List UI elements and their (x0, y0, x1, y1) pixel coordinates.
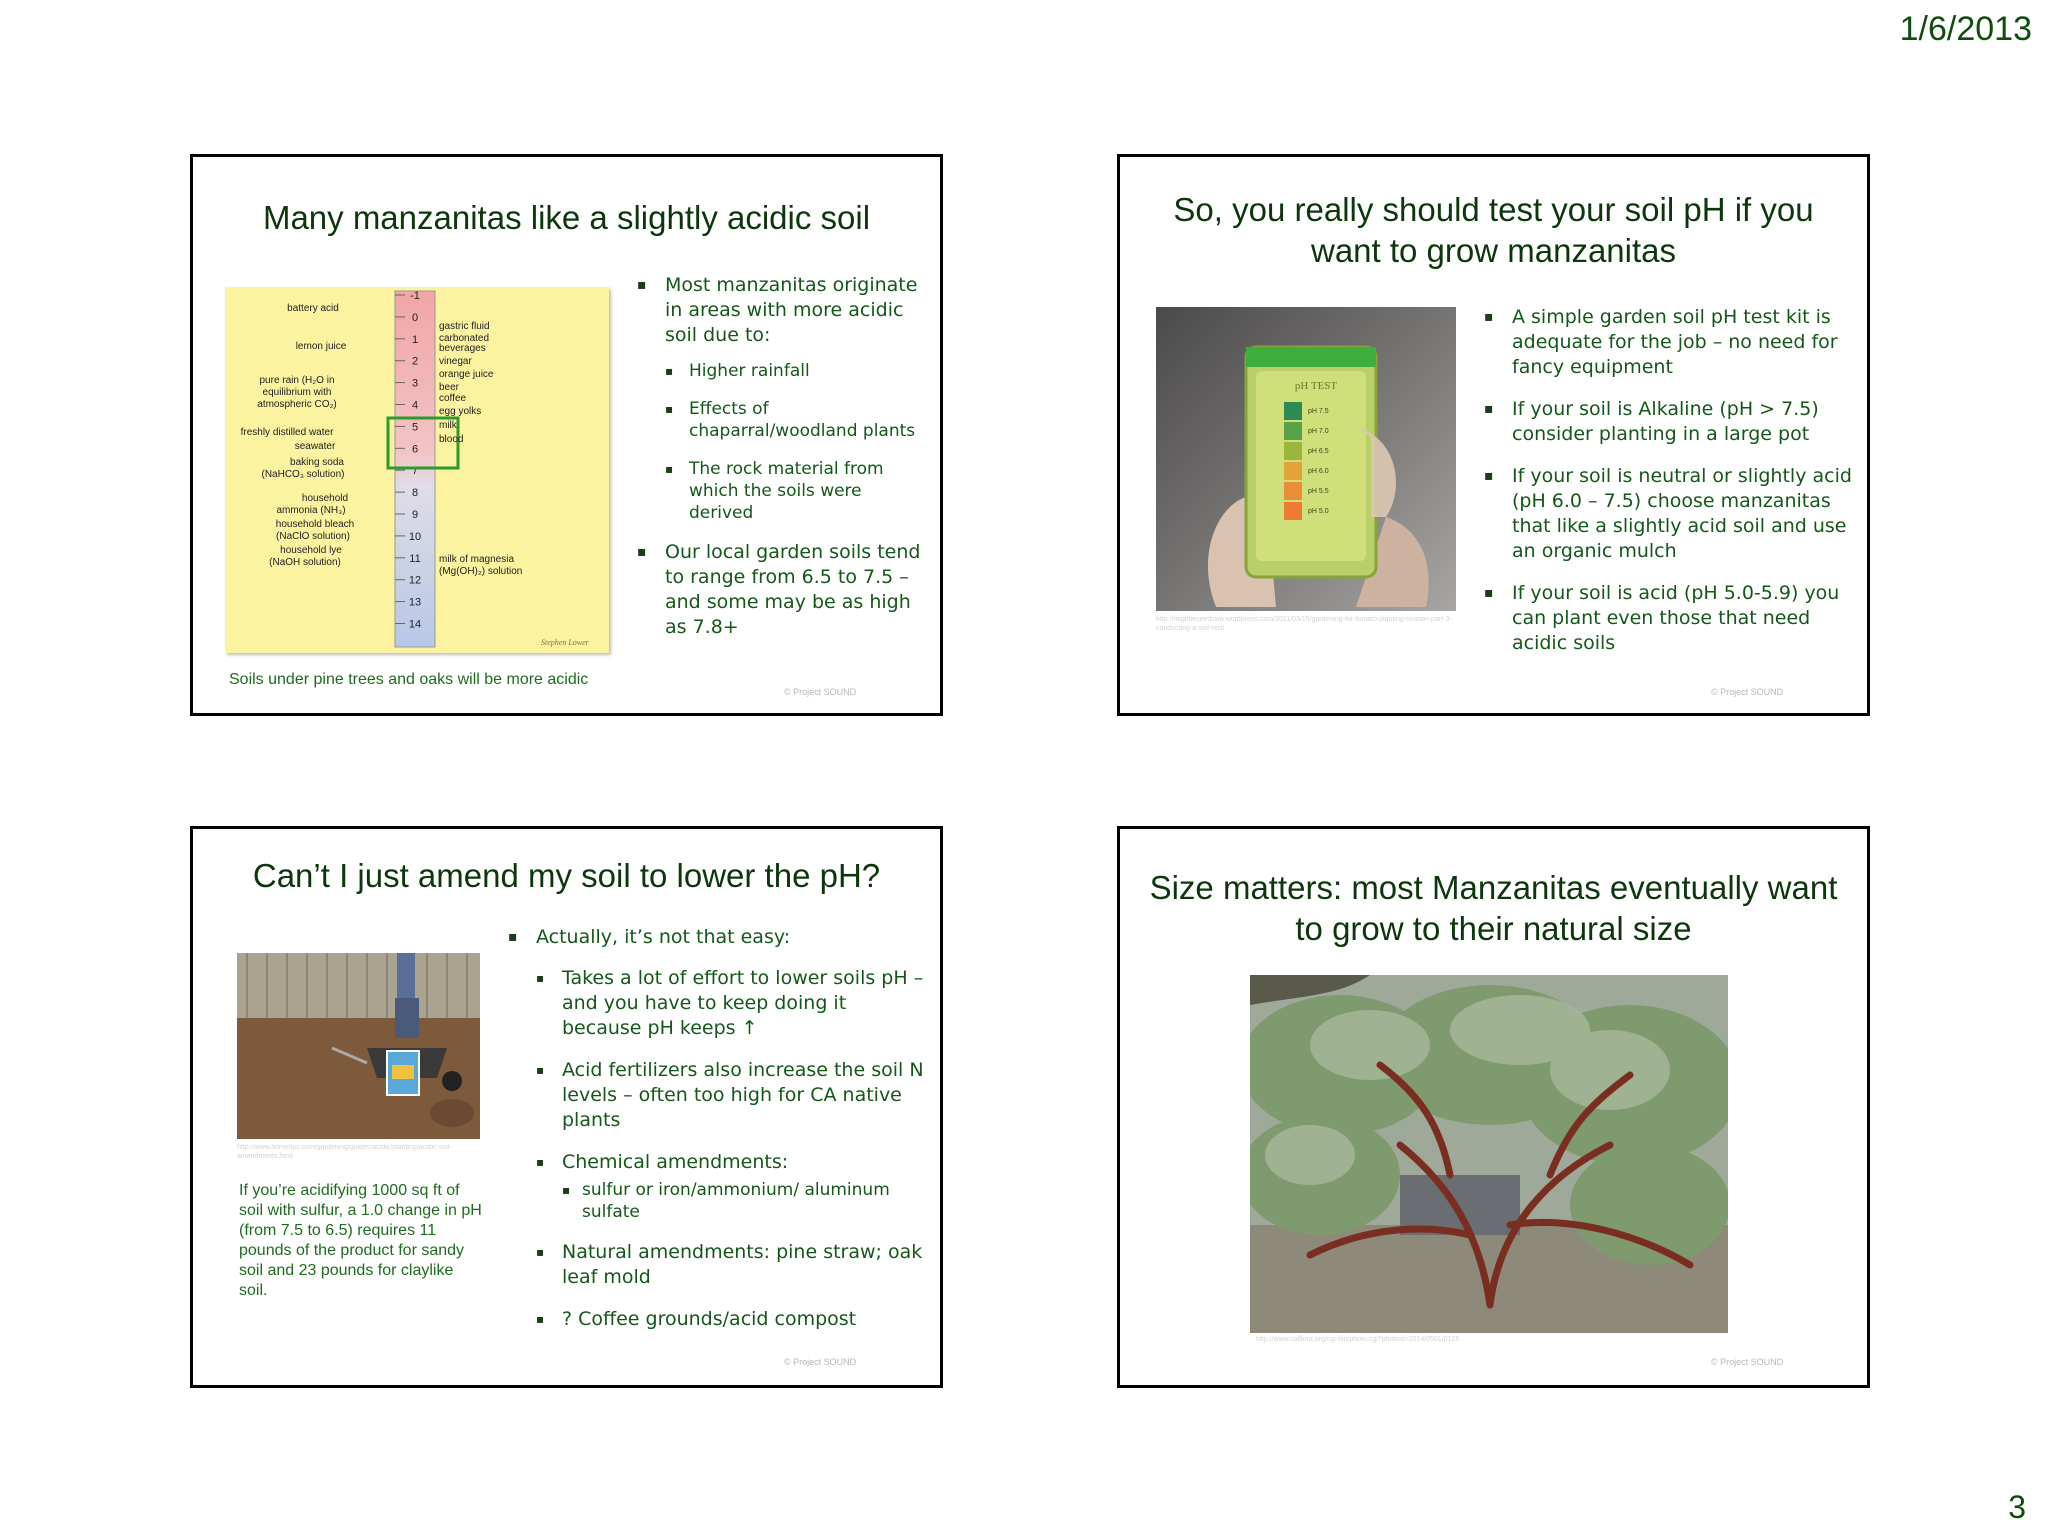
svg-text:pH 7.5: pH 7.5 (1308, 408, 1329, 415)
ph-left-label: seawater (294, 441, 336, 452)
chart-credit: Stephen Lower (541, 638, 589, 647)
ph-left-label: household bleach (275, 519, 355, 530)
ph-tick-label: 2 (411, 355, 419, 368)
bullet-text: Actually, it’s not that easy: (536, 926, 791, 948)
photo-source: http://www.hometips.com/gardening/guides/acidic/planting/acidic-soil-amendments.html (237, 1144, 452, 1160)
ph-tick-label: 14 (408, 618, 422, 631)
ph-left-label: battery acid (287, 303, 339, 314)
slide-title: So, you really should test your soil pH if you want to grow manzanitas (1173, 191, 1814, 269)
ph-tick-label: 0 (411, 311, 419, 324)
sub-bullet: ▪ Natural amendments: pine straw; oak leaf mold (536, 1240, 928, 1290)
ph-left-label: (NaOH solution) (269, 557, 341, 568)
ph-tick-label: 9 (411, 509, 419, 521)
bullet-list (637, 273, 927, 654)
sub-bullet: ▪ ? Coffee grounds/acid compost (536, 1307, 928, 1332)
slide-title: Can’t I just amend my soil to lower the pH? (252, 857, 881, 894)
ph-tick-label: 3 (411, 377, 419, 390)
bullet-item: ▪ If your soil is neutral or slightly acid (pH 6.0 – 7.5) choose manzanitas that like a slightly acid soil and use an organic mulch (1484, 464, 1854, 564)
sub-sub-bullet: ▪ sulfur or iron/ammonium/ aluminum sulfate (562, 1179, 928, 1223)
ph-left-label: lemon juice (295, 341, 347, 352)
slide-amend-soil (190, 826, 943, 1388)
wheelbarrow-photo (237, 953, 480, 1139)
slide-caption: If you’re acidifying 1000 sq ft of soil with sulfur, a 1.0 change in pH (from 7.5 to 6.5) requires 11 pounds of the product for sandy soil and 23 pounds for claylike soil. (239, 1182, 482, 1299)
ph-left-label: ammonia (NH₃) (276, 505, 346, 516)
copyright: © Project SOUND (784, 1357, 857, 1367)
ph-left-label: atmospheric CO₂) (257, 399, 337, 410)
ph-tick-label: 1 (411, 333, 419, 346)
ph-tick-label: -1 (410, 290, 420, 302)
ph-tick-label: 11 (409, 552, 421, 565)
ph-scale-chart (225, 287, 609, 653)
ph-right-label: gastric fluid (439, 321, 490, 332)
sub-bullet: ▪ Takes a lot of effort to lower soils pH – and you have to keep doing it because pH keeps ↑ (536, 966, 928, 1041)
photo-source: http://www.calflora.org/cgi-bin/photo.cgi?photoid=2014/0501/0125 (1256, 1336, 1460, 1343)
ph-test-kit-photo (1156, 307, 1456, 611)
ph-left-label: baking soda (290, 457, 344, 468)
svg-text:pH 6.5: pH 6.5 (1308, 448, 1329, 455)
ph-scale-figure (225, 287, 609, 653)
bullet-item: ▪ A simple garden soil pH test kit is adequate for the job – no need for fancy equipment (1484, 305, 1854, 380)
ph-right-label: orange juice (439, 369, 494, 380)
svg-text:pH 5.0: pH 5.0 (1308, 508, 1329, 515)
svg-text:pH 7.0: pH 7.0 (1308, 428, 1329, 435)
ph-right-label: blood (439, 434, 464, 445)
ph-tick-label: 5 (411, 421, 419, 434)
ph-right-label: milk of magnesia (439, 554, 515, 565)
ph-tick-label: 13 (408, 596, 422, 609)
ph-right-label: coffee (439, 393, 467, 404)
ph-right-label: egg yolks (439, 406, 482, 417)
sub-bullet (536, 1150, 928, 1223)
ph-left-label: household (301, 493, 349, 504)
bullet-list (508, 925, 928, 1349)
ph-left-label: (NaHCO₃ solution) (261, 469, 345, 480)
ph-tick-label: 4 (411, 399, 419, 412)
ph-right-label: (Mg(OH)₂) solution (439, 566, 523, 577)
copyright: © Project SOUND (1711, 1357, 1784, 1367)
bullet-list (1484, 305, 1854, 673)
slide-title: Many manzanitas like a slightly acidic soil (262, 199, 871, 236)
slide-caption: Soils under pine trees and oaks will be more acidic (229, 671, 589, 688)
ph-tick-label: 12 (408, 574, 422, 587)
sub-bullet: ▪ Higher rainfall (665, 360, 927, 382)
slide-size-matters (1117, 826, 1870, 1388)
ph-tick-label: 8 (411, 487, 419, 500)
svg-text:pH 5.5: pH 5.5 (1308, 488, 1329, 495)
slide-acidic-soil (190, 154, 943, 716)
bullet-text: Most manzanitas originate in areas with more acidic soil due to: (665, 274, 918, 346)
page-number: 3 (2008, 1489, 2026, 1525)
copyright: © Project SOUND (1711, 687, 1784, 697)
bullet-item: ▪ If your soil is Alkaline (pH > 7.5) consider planting in a large pot (1484, 397, 1854, 447)
ph-right-label: carbonated (439, 333, 490, 344)
ph-right-label: milk (439, 420, 457, 431)
bullet-item: ▪ If your soil is acid (pH 5.0-5.9) you can plant even those that need acidic soils (1484, 581, 1854, 656)
ph-right-label: beverages (439, 343, 486, 354)
photo-source: http://mightieseedswa.wordpress.com/2011/03/15/gardening-for-tomato-planting-season-part-3-conducting-a-soil-test/ (1156, 616, 1452, 632)
ph-right-label: beer (439, 382, 460, 393)
ph-right-label: vinegar (439, 356, 472, 367)
ph-left-label: pure rain (H₂O in (259, 375, 335, 386)
ph-tick-label: 10 (408, 530, 422, 543)
sub-bullet: ▪ Acid fertilizers also increase the soil N levels – often too high for CA native plants (536, 1058, 928, 1133)
svg-text:pH 6.0: pH 6.0 (1308, 468, 1329, 475)
ph-left-label: equilibrium with (262, 387, 332, 398)
sub-bullet: ▪ The rock material from which the soils were derived (665, 458, 927, 524)
date-header: 1/6/2013 (1899, 10, 2032, 48)
manzanita-tree-photo (1250, 975, 1728, 1333)
bullet-item (637, 273, 927, 524)
slide-title: Size matters: most Manzanitas eventually want to grow to their natural size (1149, 869, 1838, 947)
ph-tick-label: 7 (411, 465, 419, 478)
kit-label: pH TEST (1294, 380, 1338, 392)
ph-tick-label: 6 (411, 443, 419, 456)
copyright: © Project SOUND (784, 687, 857, 697)
bullet-item: ▪ Our local garden soils tend to range from 6.5 to 7.5 – and some may be as high as 7.8+ (637, 540, 927, 640)
ph-left-label: household lye (280, 545, 342, 556)
ph-left-label: (NaClO solution) (276, 531, 350, 542)
slide-test-ph (1117, 154, 1870, 716)
ph-left-label: freshly distilled water (240, 427, 334, 438)
bullet-item (508, 925, 928, 1332)
sub-bullet-text: Chemical amendments: (562, 1151, 789, 1173)
sub-bullet: ▪ Effects of chaparral/woodland plants (665, 398, 927, 442)
